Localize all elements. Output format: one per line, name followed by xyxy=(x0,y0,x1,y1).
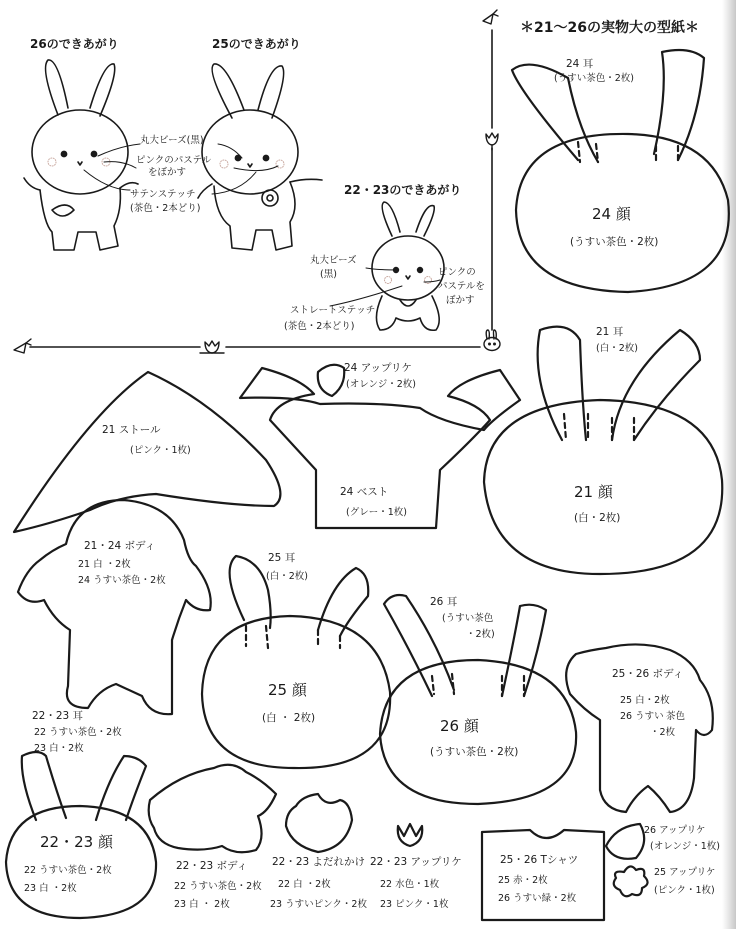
bib-2223-line1: 22 白 ・2枚 xyxy=(278,879,331,890)
note-pastel-b2: パステルを xyxy=(438,281,485,292)
applique-2223-line1: 22 水色・1枚 xyxy=(380,879,440,890)
tshirt-2526-title: 25・26 Tシャツ xyxy=(500,854,579,866)
note-satin-color: (茶色・2本どり) xyxy=(130,203,201,214)
ear-24-title: 24 耳 xyxy=(566,58,594,70)
body-2223-title: 22・23 ボディ xyxy=(176,860,248,872)
cheek-dots xyxy=(48,155,432,284)
applique-26-pattern xyxy=(606,824,644,859)
applique-25-note: (ピンク・1枚) xyxy=(654,885,715,896)
vest-24-note: (グレー・1枚) xyxy=(346,507,407,518)
ear-24-pattern xyxy=(512,50,704,162)
finished-26-label: 26のできあがり xyxy=(30,37,119,51)
body-2526-line2: 26 うすい xyxy=(620,711,664,722)
applique-24-note: (オレンジ・2枚) xyxy=(346,379,416,390)
body-2124-pattern xyxy=(18,500,211,714)
applique-24-pattern xyxy=(318,365,344,396)
body-2526-title: 25・26 ボディ xyxy=(612,668,684,680)
bib-2223-line2: 23 うすいピンク・2枚 xyxy=(270,899,367,910)
ear-2223-line2: 23 白・2枚 xyxy=(34,743,84,754)
note-beads-small-color: (黒) xyxy=(320,269,337,280)
finished-bunny-2223 xyxy=(372,202,444,330)
note-beads-black: 丸大ビーズ(黒) xyxy=(140,135,204,146)
body-2223-line1: 22 うすい茶色・2枚 xyxy=(174,881,262,892)
face-25-title: 25 顔 xyxy=(268,681,307,699)
face-21-title: 21 顔 xyxy=(574,483,613,501)
ear-24-note: (うすい茶色・2枚) xyxy=(554,73,634,84)
body-2124-title: 21・24 ボディ xyxy=(84,540,156,552)
ear-26-pattern xyxy=(384,595,546,696)
finished-bunny-26 xyxy=(24,60,138,250)
note-pastel-b1: ピンクの xyxy=(438,267,476,278)
body-2223-line2: 23 白 ・ 2枚 xyxy=(174,899,230,910)
body-2223-pattern xyxy=(149,765,276,852)
tshirt-2526-line1: 25 赤・2枚 xyxy=(498,875,548,886)
bib-2223-pattern xyxy=(286,794,352,852)
stole-21-note: (ピンク・1枚) xyxy=(130,445,191,456)
applique-24-title: 24 アップリケ xyxy=(344,362,412,374)
face-25-note: (白 ・ 2枚) xyxy=(262,712,316,724)
ear-26-note2: ・2枚) xyxy=(466,629,495,640)
note-straight-color: (茶色・2本どり) xyxy=(284,321,355,332)
page-gutter-shadow xyxy=(722,0,736,929)
face-24-note: (うすい茶色・2枚) xyxy=(570,236,659,248)
applique-2223-title: 22・23 アップリケ xyxy=(370,856,462,868)
note-straight-stitch: ストレートステッチ xyxy=(290,305,376,316)
face-2223-pattern xyxy=(6,806,156,918)
ear-26-title: 26 耳 xyxy=(430,596,458,608)
face-2223-line1: 22 うすい茶色・2枚 xyxy=(24,865,112,876)
face-24-title: 24 顔 xyxy=(592,205,631,223)
note-pastel-b3: ぼかす xyxy=(446,295,475,306)
ear-2223-title: 22・23 耳 xyxy=(32,710,84,722)
ear-25-pattern xyxy=(230,556,369,636)
face-26-note: (うすい茶色・2枚) xyxy=(430,746,519,758)
tulip-icon xyxy=(200,133,498,353)
face-2223-line2: 23 白 ・2枚 xyxy=(24,883,77,894)
face-26-title: 26 顔 xyxy=(440,717,479,735)
stole-21-title: 21 ストール xyxy=(102,424,161,436)
note-beads-small: 丸大ビーズ xyxy=(310,255,357,266)
note-satin-stitch: サテンステッチ xyxy=(130,189,196,200)
ear-25-note: (白・2枚) xyxy=(266,571,308,582)
ear-21-note: (白・2枚) xyxy=(596,343,638,354)
vest-24-title: 24 ベスト xyxy=(340,486,389,498)
tshirt-2526-line2: 26 うすい緑・2枚 xyxy=(498,893,577,904)
note-pink-pastel-1: ピンクのパステル xyxy=(136,155,212,166)
ear-2223-pattern xyxy=(22,752,146,820)
applique-26-note: (オレンジ・1枚) xyxy=(650,841,720,852)
bunny-face-icon xyxy=(484,330,500,351)
finished-25-label: 25のできあがり xyxy=(212,37,301,51)
finished-2223-label: 22・23のできあがり xyxy=(344,183,462,197)
bib-2223-title: 22・23 よだれかけ xyxy=(272,856,366,868)
flower-icon xyxy=(614,866,648,896)
applique-26-title: 26 アップリケ xyxy=(644,825,706,836)
ear-2223-line1: 22 うすい茶色・2枚 xyxy=(34,727,122,738)
finished-bunny-25 xyxy=(198,64,322,250)
ear-25-title: 25 耳 xyxy=(268,552,296,564)
face-2223-title: 22・23 顔 xyxy=(40,833,113,851)
face-21-note: (白・2枚) xyxy=(574,512,621,524)
applique-25-title: 25 アップリケ xyxy=(654,867,716,878)
body-2124-line1: 21 白 ・2枚 xyxy=(78,559,131,570)
body-2526-line3: 茶色 xyxy=(666,711,686,722)
ear-21-title: 21 耳 xyxy=(596,326,624,338)
body-2526-line4: ・2枚 xyxy=(650,727,676,738)
body-2526-line1: 25 白・2枚 xyxy=(620,695,670,706)
page-title: ＊21〜26の実物大の型紙＊ xyxy=(520,20,699,36)
note-pink-pastel-2: をぼかす xyxy=(148,167,187,178)
applique-2223-line2: 23 ピンク・1枚 xyxy=(380,899,449,910)
ear-26-note1: (うすい茶色 xyxy=(442,613,494,624)
carrot-icon xyxy=(14,10,498,353)
body-2124-line2: 24 うすい茶色・2枚 xyxy=(78,575,166,586)
applique-2223-pattern xyxy=(398,824,423,846)
vest-24-pattern xyxy=(240,368,520,528)
